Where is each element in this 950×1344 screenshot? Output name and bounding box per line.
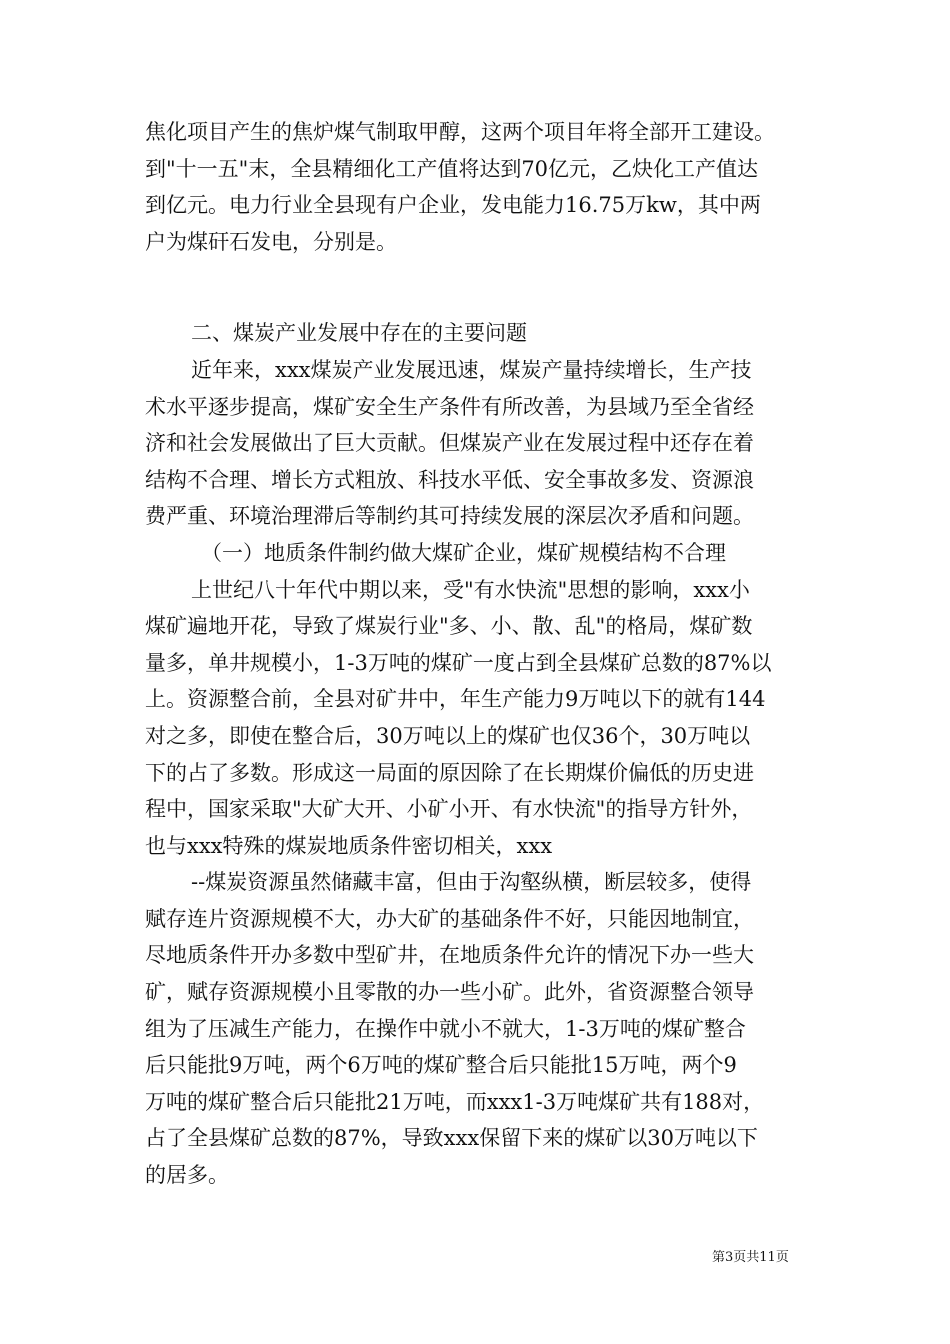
page-number: 第3页共11页 <box>712 1250 789 1265</box>
text-line: 组为了压减生产能力，在操作中就小不就大，1-3万吨的煤矿整合 <box>145 1016 746 1041</box>
text-line: 矿，赋存资源规模小且零散的办一些小矿。此外，省资源整合领导 <box>145 980 754 1005</box>
paragraph-history <box>145 572 815 865</box>
text-line: 到"十一五"末，全县精细化工产值将达到70亿元，乙炔化工产值达 <box>145 156 759 181</box>
text-line: 户为煤矸石发电，分别是。 <box>145 229 397 254</box>
text-line: 近年来，xxx煤炭产业发展迅速，煤炭产量持续增长，生产技 <box>191 357 752 382</box>
text-line: 也与xxx特殊的煤炭地质条件密切相关，xxx <box>145 833 553 858</box>
text-line: 上。资源整合前，全县对矿井中，年生产能力9万吨以下的就有144 <box>145 687 766 712</box>
section-gap <box>145 260 815 315</box>
text-line: 赋存连片资源规模不大，办大矿的基础条件不好，只能因地制宜， <box>145 906 754 931</box>
text-line: 到亿元。电力行业全县现有户企业，发电能力16.75万kw，其中两 <box>145 193 761 218</box>
text-line: 下的占了多数。形成这一局面的原因除了在长期煤价偏低的历史进 <box>145 760 754 785</box>
text-line: 程中，国家采取"大矿大开、小矿小开、有水快流"的指导方针外， <box>145 797 753 822</box>
paragraph-geology <box>145 864 815 1193</box>
text-line: 术水平逐步提高，煤矿安全生产条件有所改善，为县域乃至全省经 <box>145 394 754 419</box>
text-line: 量多，单井规模小，1-3万吨的煤矿一度占到全县煤矿总数的87%以 <box>145 650 772 675</box>
text-line: 济和社会发展做出了巨大贡献。但煤炭产业在发展过程中还存在着 <box>145 431 754 456</box>
text-line: 结构不合理、增长方式粗放、科技水平低、安全事故多发、资源浪 <box>145 467 754 492</box>
text-line: 万吨的煤矿整合后只能批21万吨，而xxx1-3万吨煤矿共有188对， <box>145 1089 765 1114</box>
text-line: 后只能批9万吨，两个6万吨的煤矿整合后只能批15万吨，两个9 <box>145 1053 737 1078</box>
text-line: 上世纪八十年代中期以来，受"有水快流"思想的影响，xxx小 <box>191 577 750 602</box>
text-line: 的居多。 <box>145 1163 229 1188</box>
paragraph-continuation <box>145 114 815 260</box>
document-body <box>145 114 815 1194</box>
text-line: 费严重、环境治理滞后等制约其可持续发展的深层次矛盾和问题。 <box>145 504 754 529</box>
text-line: 对之多，即使在整合后，30万吨以上的煤矿也仅36个，30万吨以 <box>145 723 751 748</box>
text-line: 煤矿遍地开花，导致了煤炭行业"多、小、散、乱"的格局，煤矿数 <box>145 614 753 639</box>
text-line: --煤炭资源虽然储藏丰富，但由于沟壑纵横，断层较多，使得 <box>191 870 752 895</box>
text-line: 焦化项目产生的焦炉煤气制取甲醇，这两个项目年将全部开工建设。 <box>145 120 775 144</box>
text-line: 尽地质条件开办多数中型矿井，在地质条件允许的情况下办一些大 <box>145 943 754 968</box>
subsection-heading: （一）地质条件制约做大煤矿企业，煤矿规模结构不合理 <box>201 540 726 565</box>
text-line: 占了全县煤矿总数的87%，导致xxx保留下来的煤矿以30万吨以下 <box>145 1126 758 1151</box>
section-heading: 二、煤炭产业发展中存在的主要问题 <box>191 321 527 346</box>
paragraph-intro <box>145 352 815 535</box>
